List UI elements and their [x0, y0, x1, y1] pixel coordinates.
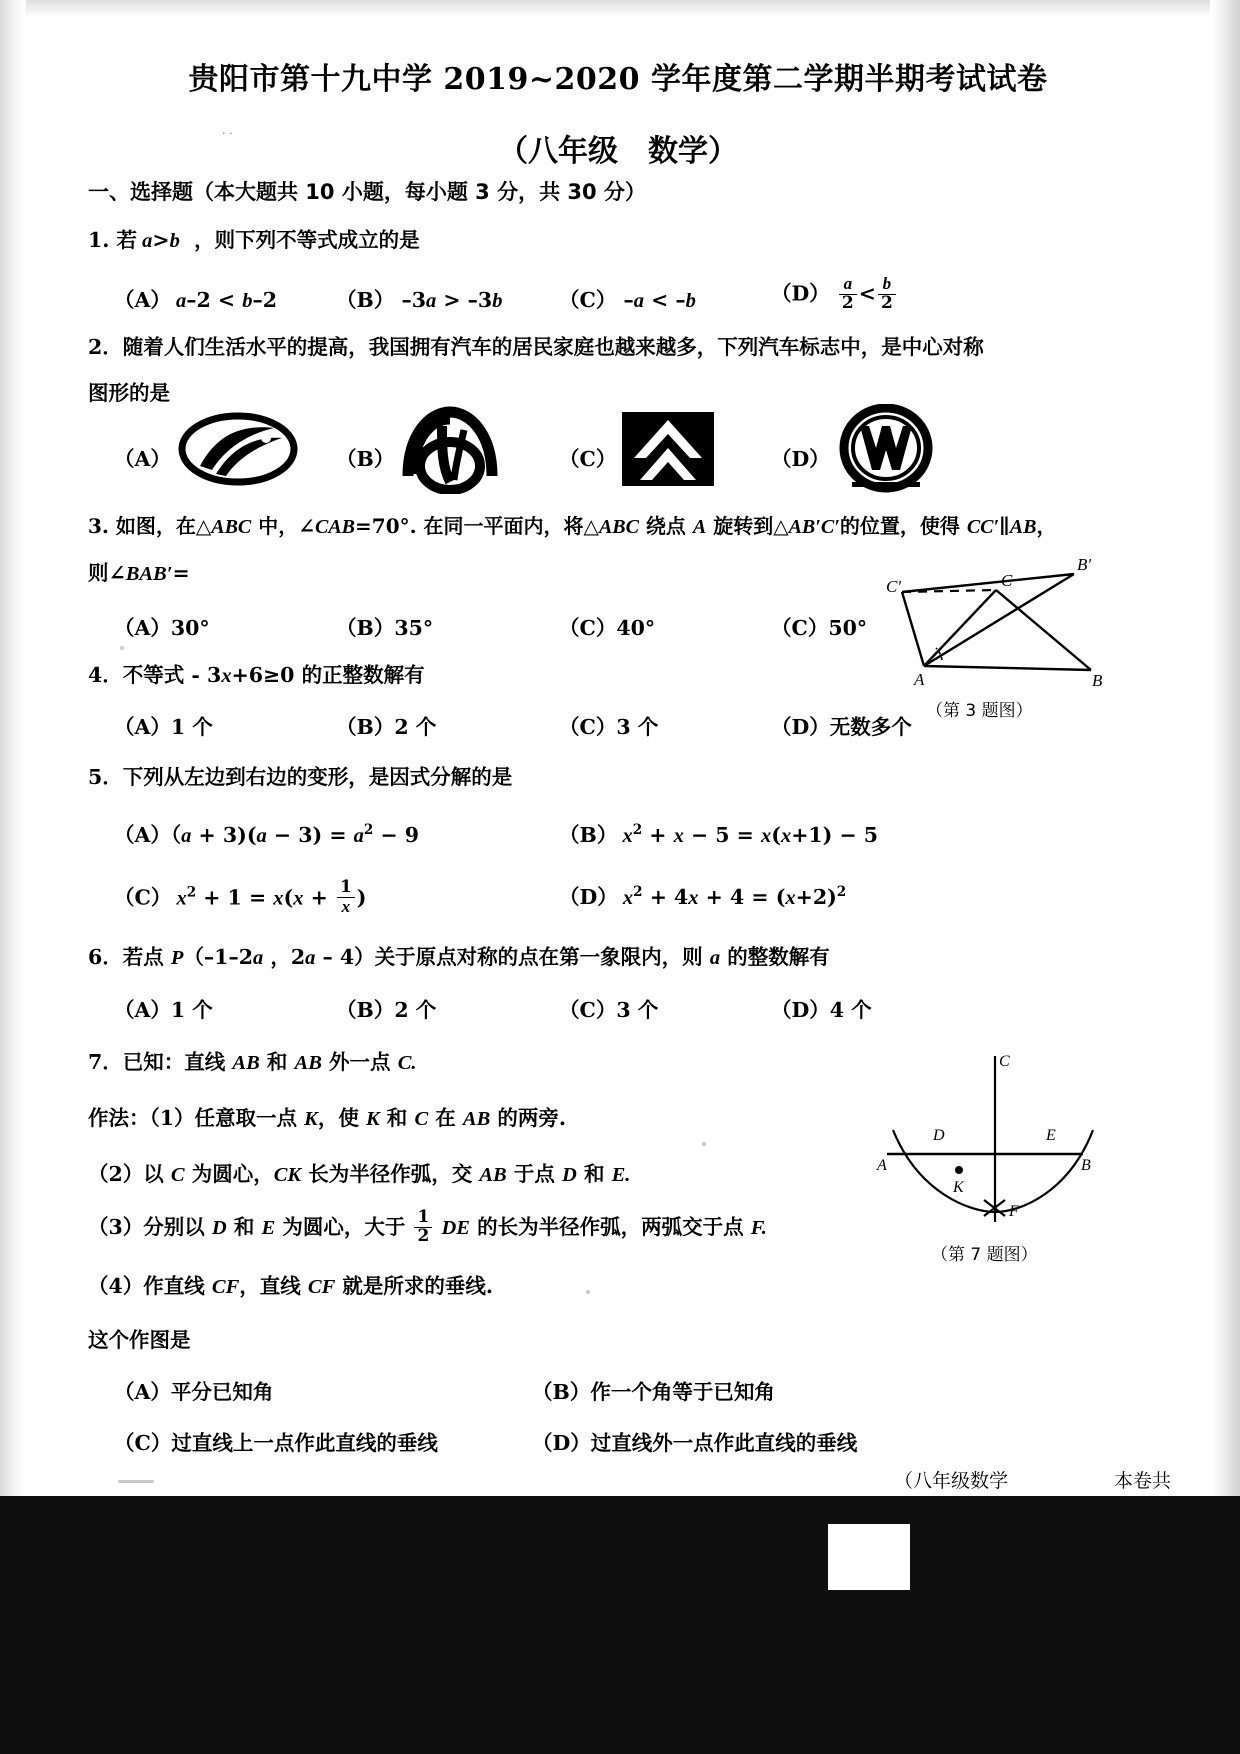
scan-speck-2 — [702, 1142, 706, 1146]
question-2-option-b-label[interactable]: （B） — [336, 447, 395, 471]
car-logo-citroen-chevrons-icon — [622, 412, 714, 491]
svg-text:C: C — [1001, 571, 1013, 590]
question-7-step-2: （2）以 C 为圆心，CK 长为半径作弧，交 AB 于点 D 和 E. — [88, 1162, 631, 1186]
question-3-option-d[interactable]: （C）50° — [771, 616, 868, 640]
question-7-step-1: 作法：（1）任意取一点 K，使 K 和 C 在 AB 的两旁. — [88, 1106, 567, 1130]
question-7-stem: 7．已知：直线 AB 和 AB 外一点 C. — [88, 1050, 417, 1074]
svg-text:B: B — [1092, 671, 1103, 688]
svg-text:A: A — [877, 1157, 887, 1174]
svg-text:C: C — [999, 1053, 1010, 1070]
car-logo-volkswagen-icon — [838, 404, 934, 501]
svg-text:B: B — [1081, 1157, 1091, 1174]
question-1-option-c[interactable]: （C） –a < –b — [559, 288, 696, 312]
scan-speck-4 — [118, 1480, 154, 1483]
question-1-option-b[interactable]: （B） –3a > –3b — [336, 288, 503, 312]
question-3-stem-line-2: 则∠BAB′= — [88, 561, 190, 585]
question-6-option-c[interactable]: （C）3 个 — [559, 998, 659, 1022]
question-5-option-b[interactable]: （B） $x^2 + x - 5 = x(x+1) - 5$ — [559, 822, 879, 847]
question-1-option-d[interactable]: （D） $\frac{a}{2}$ < $\frac{b}{2}$ — [771, 276, 898, 314]
question-3-stem-line-1: 3. 如图，在△ABC 中，∠CAB=70°. 在同一平面内，将△ABC 绕点 A 旋转到△AB′C′的位置，使得 CC′∥AB， — [88, 514, 1057, 538]
question-5-option-d[interactable]: （D） $x^2 + 4x + 4 = (x+2)^2$ — [559, 884, 847, 909]
footer-left-text: （八年级数学 — [894, 1470, 1009, 1492]
svg-text:B′: B′ — [1077, 555, 1092, 574]
question-5-option-c[interactable]: （C） $x^2 + 1 = x(x$ + $\frac{1}{x}$ ) — [114, 877, 367, 916]
car-logo-oval-swoosh-icon — [178, 408, 298, 495]
question-2-option-a-label[interactable]: （A） — [114, 447, 171, 471]
page-title: 贵阳市第十九中学 2019~2020 学年度第二学期半期考试试卷 — [188, 62, 1048, 97]
question-4-option-b[interactable]: （B）2 个 — [336, 715, 437, 739]
question-3-figure-caption: （第 3 题图） — [926, 701, 1033, 721]
svg-text:K: K — [953, 1179, 964, 1196]
question-7-option-d[interactable]: （D）过直线外一点作此直线的垂线 — [532, 1431, 858, 1455]
section-heading-choice: 一、选择题（本大题共 10 小题，每小题 3 分，共 30 分） — [88, 180, 646, 204]
question-3-option-c[interactable]: （C）40° — [559, 616, 656, 640]
scan-artifact-dots: .. — [222, 122, 237, 137]
question-7-tail: 这个作图是 — [88, 1328, 191, 1352]
question-3-option-b[interactable]: （B）35° — [336, 616, 434, 640]
question-4-option-d[interactable]: （D）无数多个 — [771, 715, 912, 739]
question-7-option-a[interactable]: （A）平分已知角 — [114, 1380, 274, 1404]
svg-text:F: F — [1009, 1203, 1019, 1220]
question-7-figure — [871, 1044, 1101, 1239]
svg-text:A: A — [914, 670, 925, 688]
svg-text:C′: C′ — [886, 577, 902, 596]
footer-right-text: 本卷共 — [1114, 1470, 1172, 1492]
question-1-stem: 1. 若 a>b ，则下列不等式成立的是 — [88, 228, 420, 252]
question-5-stem: 5．下列从左边到右边的变形，是因式分解的是 — [88, 765, 513, 789]
question-7-figure-caption: （第 7 题图） — [931, 1245, 1038, 1265]
question-4-option-a[interactable]: （A）1 个 — [114, 715, 213, 739]
page-bottom-white-box — [828, 1524, 910, 1590]
car-logo-dongfeng-arc-icon — [398, 404, 502, 499]
scan-speck-3 — [586, 1290, 590, 1294]
question-2-stem-line-1: 2．随着人们生活水平的提高，我国拥有汽车的居民家庭也越来越多，下列汽车标志中，是中心对称 — [88, 335, 984, 359]
question-2-option-d-label[interactable]: （D） — [771, 447, 830, 471]
question-7-step-4: （4）作直线 CF，直线 CF 就是所求的垂线. — [88, 1274, 494, 1298]
question-7-option-c[interactable]: （C）过直线上一点作此直线的垂线 — [114, 1431, 438, 1455]
question-2-option-c-label[interactable]: （C） — [559, 447, 617, 471]
scan-edge-left — [0, 0, 26, 1754]
page-bottom-dark-band — [0, 1496, 1240, 1754]
scan-edge-right — [1210, 0, 1240, 1754]
question-6-stem: 6．若点 P（–1–2a ，2a – 4）关于原点对称的点在第一象限内，则 a 的整数解有 — [88, 945, 830, 969]
question-4-stem: 4．不等式 - 3x+6≥0 的正整数解有 — [88, 663, 425, 687]
question-5-option-a[interactable]: $(A)(a + 3)(a - 3) = a^2 - 9$ — [114, 822, 420, 847]
question-6-option-b[interactable]: （B）2 个 — [336, 998, 437, 1022]
paper-sheet — [26, 18, 1210, 1496]
question-3-figure — [846, 548, 1106, 693]
scan-edge-top — [0, 0, 1240, 18]
scan-speck-1 — [120, 646, 124, 650]
page-subtitle: （八年级 数学） — [498, 134, 738, 169]
question-6-option-a[interactable]: （A）1 个 — [114, 998, 213, 1022]
question-2-stem-line-2: 图形的是 — [88, 381, 170, 405]
question-7-option-b[interactable]: （B）作一个角等于已知角 — [532, 1380, 775, 1404]
question-4-option-c[interactable]: （C）3 个 — [559, 715, 659, 739]
svg-text:E: E — [1046, 1127, 1056, 1144]
question-7-step-3: （3）分别以 D 和 E 为圆心，大于 $\frac{1}{2}$ DE 的长为半径作弧，两弧交于点 F. — [88, 1207, 767, 1246]
svg-text:D: D — [933, 1127, 945, 1144]
question-1-option-a[interactable]: （A） a–2 < b–2 — [114, 288, 278, 312]
question-3-option-a[interactable]: （A）30° — [114, 616, 210, 640]
question-6-option-d[interactable]: （D）4 个 — [771, 998, 872, 1022]
